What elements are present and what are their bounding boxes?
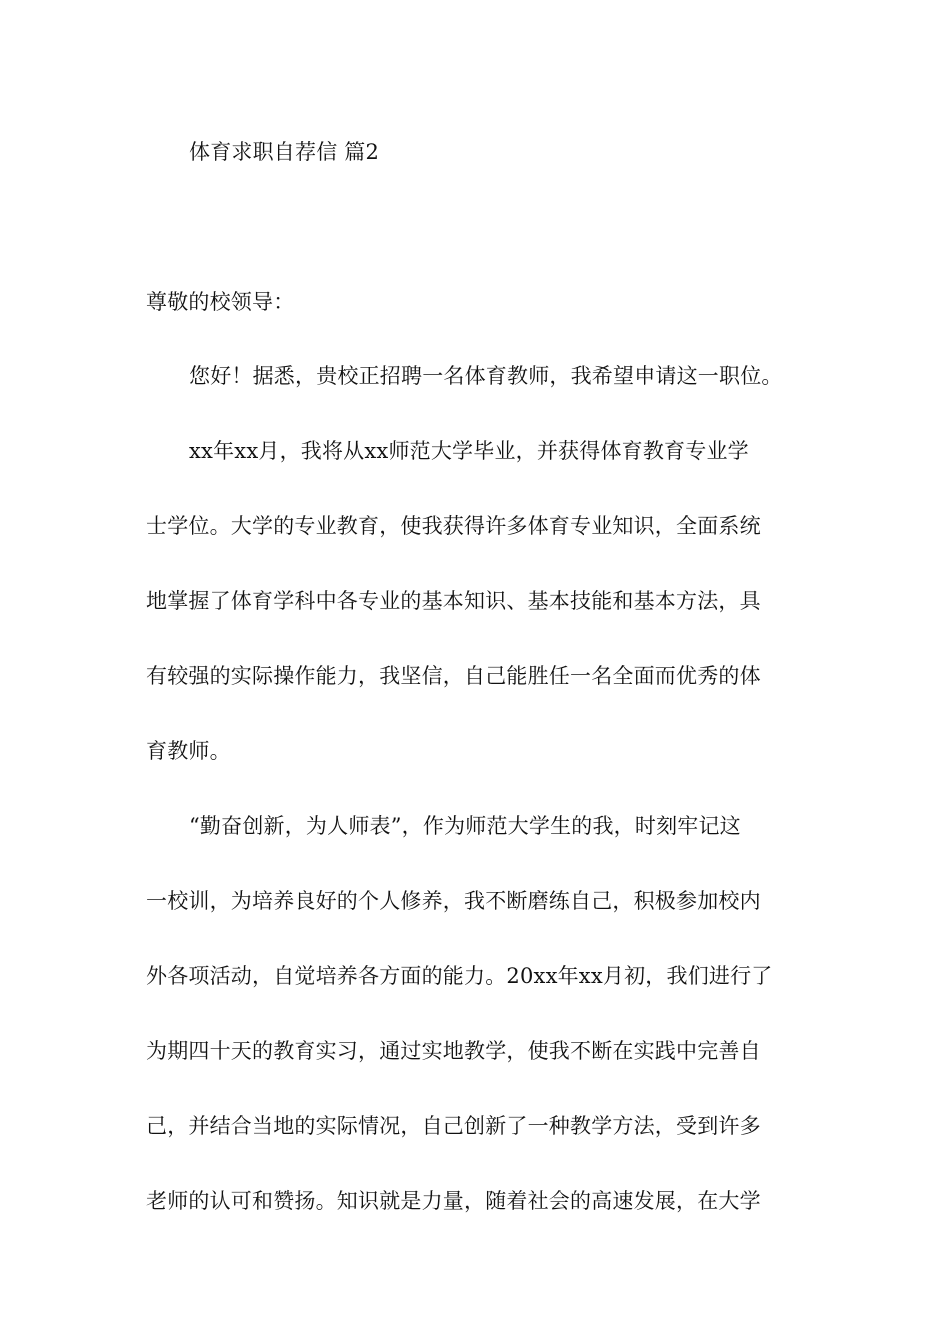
body-line: 为期四十天的教育实习，通过实地教学，使我不断在实践中完善自	[146, 1039, 761, 1063]
salutation: 尊敬的校领导：	[146, 290, 295, 314]
body-line: xx年xx月，我将从xx师范大学毕业，并获得体育教育专业学	[189, 439, 749, 463]
body-line: 有较强的实际操作能力，我坚信，自己能胜任一名全面而优秀的体	[146, 664, 761, 688]
body-line: 士学位。大学的专业教育，使我获得许多体育专业知识，全面系统	[146, 514, 761, 538]
body-line: 老师的认可和赞扬。知识就是力量，随着社会的高速发展，在大学	[146, 1189, 761, 1213]
body-line: 一校训，为培养良好的个人修养，我不断磨练自己，积极参加校内	[146, 889, 761, 913]
body-line: 地掌握了体育学科中各专业的基本知识、基本技能和基本方法，具	[146, 589, 761, 613]
body-line: 己，并结合当地的实际情况，自己创新了一种教学方法，受到许多	[146, 1114, 761, 1138]
body-line: 外各项活动，自觉培养各方面的能力。20xx年xx月初，我们进行了	[146, 964, 773, 988]
body-line: “勤奋创新，为人师表”，作为师范大学生的我，时刻牢记这	[189, 814, 741, 838]
document-title: 体育求职自荐信 篇2	[189, 140, 380, 164]
body-line: 育教师。	[146, 739, 231, 763]
body-line: 您好！据悉，贵校正招聘一名体育教师，我希望申请这一职位。	[189, 364, 783, 388]
